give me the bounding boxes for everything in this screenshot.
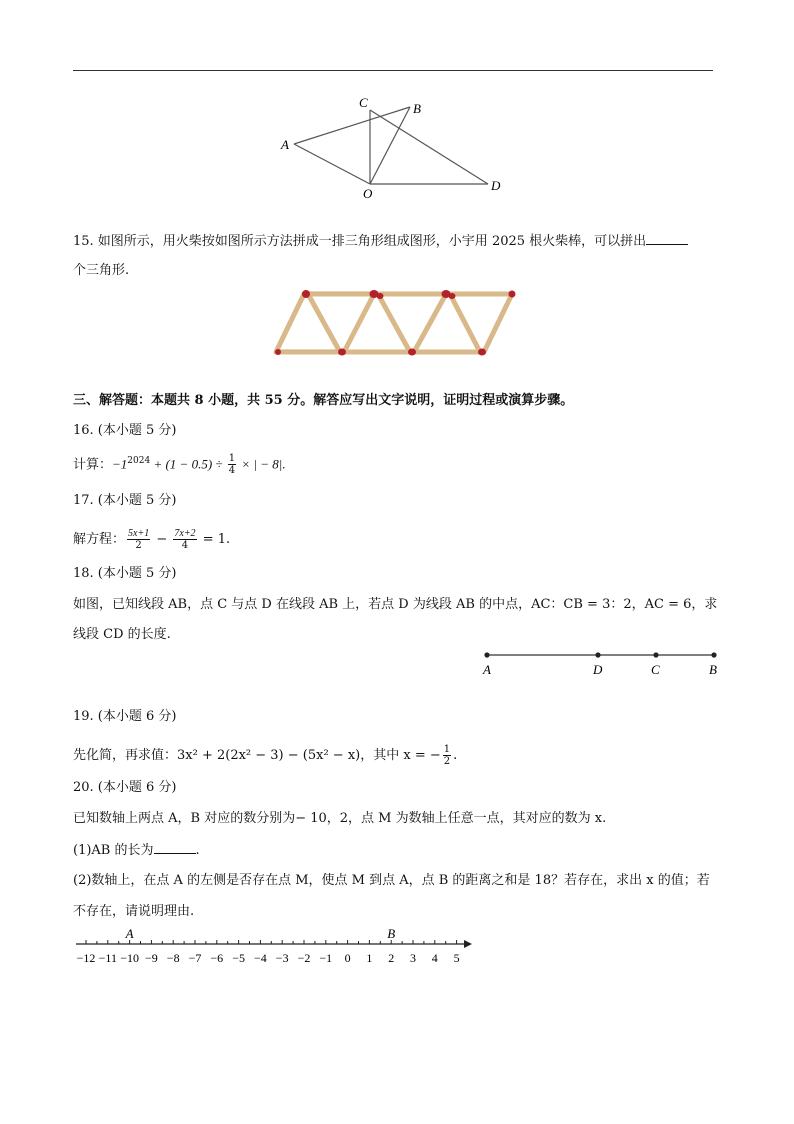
q17-fraction-1: $\frac{5x+1}{2}$ [128,528,150,551]
number-line-tick-label: −12 [76,951,96,965]
q20-part1: (1)AB 的长为 . [73,843,200,858]
number-line-figure [66,926,486,970]
segment-b-label: B [709,662,717,677]
number-line-tick-label: −10 [120,951,139,965]
q16-header: 16. (本小题 5 分) [73,423,177,438]
q20-answer-blank [154,841,196,854]
section-3-heading: 三、解答题：本题共 8 小题，共 55 分。解答应写出文字说明，证明过程或演算步骤。 [73,393,574,408]
segment-c-label: C [651,662,660,677]
segment-ab-figure [478,645,728,680]
q20-part2-line2: 不存在，请说明理由. [73,904,195,919]
header-rule [73,70,713,71]
segment-d-label: D [593,662,603,677]
segment-a-label: A [483,662,491,677]
number-line-tick-label: −6 [210,951,224,965]
number-line-tick-label: −4 [254,951,267,965]
number-line-point-b: B [387,926,396,941]
matchstick-figure [266,284,518,360]
point-a-label: A [281,137,289,152]
q19-header: 19. (本小题 6 分) [73,709,177,724]
q16-fraction: $\frac{1}{4}$ [228,453,236,477]
number-line-tick-label: 4 [431,951,438,965]
number-line-tick-label: −9 [145,951,158,965]
point-b-label: B [413,101,421,116]
number-line-tick-label: −2 [297,951,311,965]
q18-line2: 线段 CD 的长度. [73,627,171,642]
q18-header: 18. (本小题 5 分) [73,566,177,581]
q20-line1: 已知数轴上两点 A，B 对应的数分别为− 10，2，点 M 为数轴上任意一点，其对应的数为 x. [73,811,607,826]
number-line-tick-label: 0 [344,951,351,965]
point-d-label: D [491,178,501,193]
point-c-label: C [359,95,368,110]
q15-line2: 个三角形. [73,263,130,278]
number-line-tick-label: −1 [319,951,333,965]
q19-expression: 先化简，再求值：3x² + 2(2x² − 3) − (5x² − x)，其中 x = − $\frac{1}{2}$ . [73,744,458,767]
number-line-tick-label: −5 [232,951,245,965]
q16-expression: 计算：$-1^{2024} + (1 - 0.5)$ ÷ $\frac{1}{4}$ × | − 8|. [73,453,286,477]
number-line-tick-label: −11 [98,951,117,965]
number-line-point-a: A [125,926,134,941]
geometry-figure-aob [270,88,520,203]
q17-equation: 解方程： $\frac{5x+1}{2}$ − $\frac{7x+2}{4}$ = 1. [73,528,231,551]
point-o-label: O [363,186,373,201]
number-line-tick-label: 1 [366,951,373,965]
number-line-tick-label: −3 [275,951,289,965]
q15-text: 15. 如图所示，用火柴按如图所示方法拼成一排三角形组成图形，小宇用 2025 根火柴棒，可以拼出 [73,234,647,249]
number-line-arrow [464,940,472,948]
q15-line1 [73,232,688,251]
q20-header: 20. (本小题 6 分) [73,780,177,795]
number-line-labels [77,951,460,965]
number-line-tick-label: −7 [188,951,202,965]
q19-fraction: $\frac{1}{2}$ [443,744,451,767]
q17-header: 17. (本小题 5 分) [73,493,177,508]
number-line-tick-label: 2 [388,951,395,965]
number-line-tick-label: −8 [166,951,180,965]
number-line-tick-label: 5 [453,951,460,965]
q15-answer-blank [646,232,688,245]
q17-fraction-2: $\frac{7x+2}{4}$ [174,528,196,551]
q20-part2-line1: (2)数轴上，在点 A 的左侧是否存在点 M，使点 M 到点 A，点 B 的距离之和是 18？若存在，求出 x 的值；若 [73,873,710,888]
number-line-tick-label: 3 [410,951,416,965]
q18-line1: 如图，已知线段 AB，点 C 与点 D 在线段 AB 上，若点 D 为线段 AB 的中点，AC：CB = 3：2，AC = 6，求 [73,597,718,612]
